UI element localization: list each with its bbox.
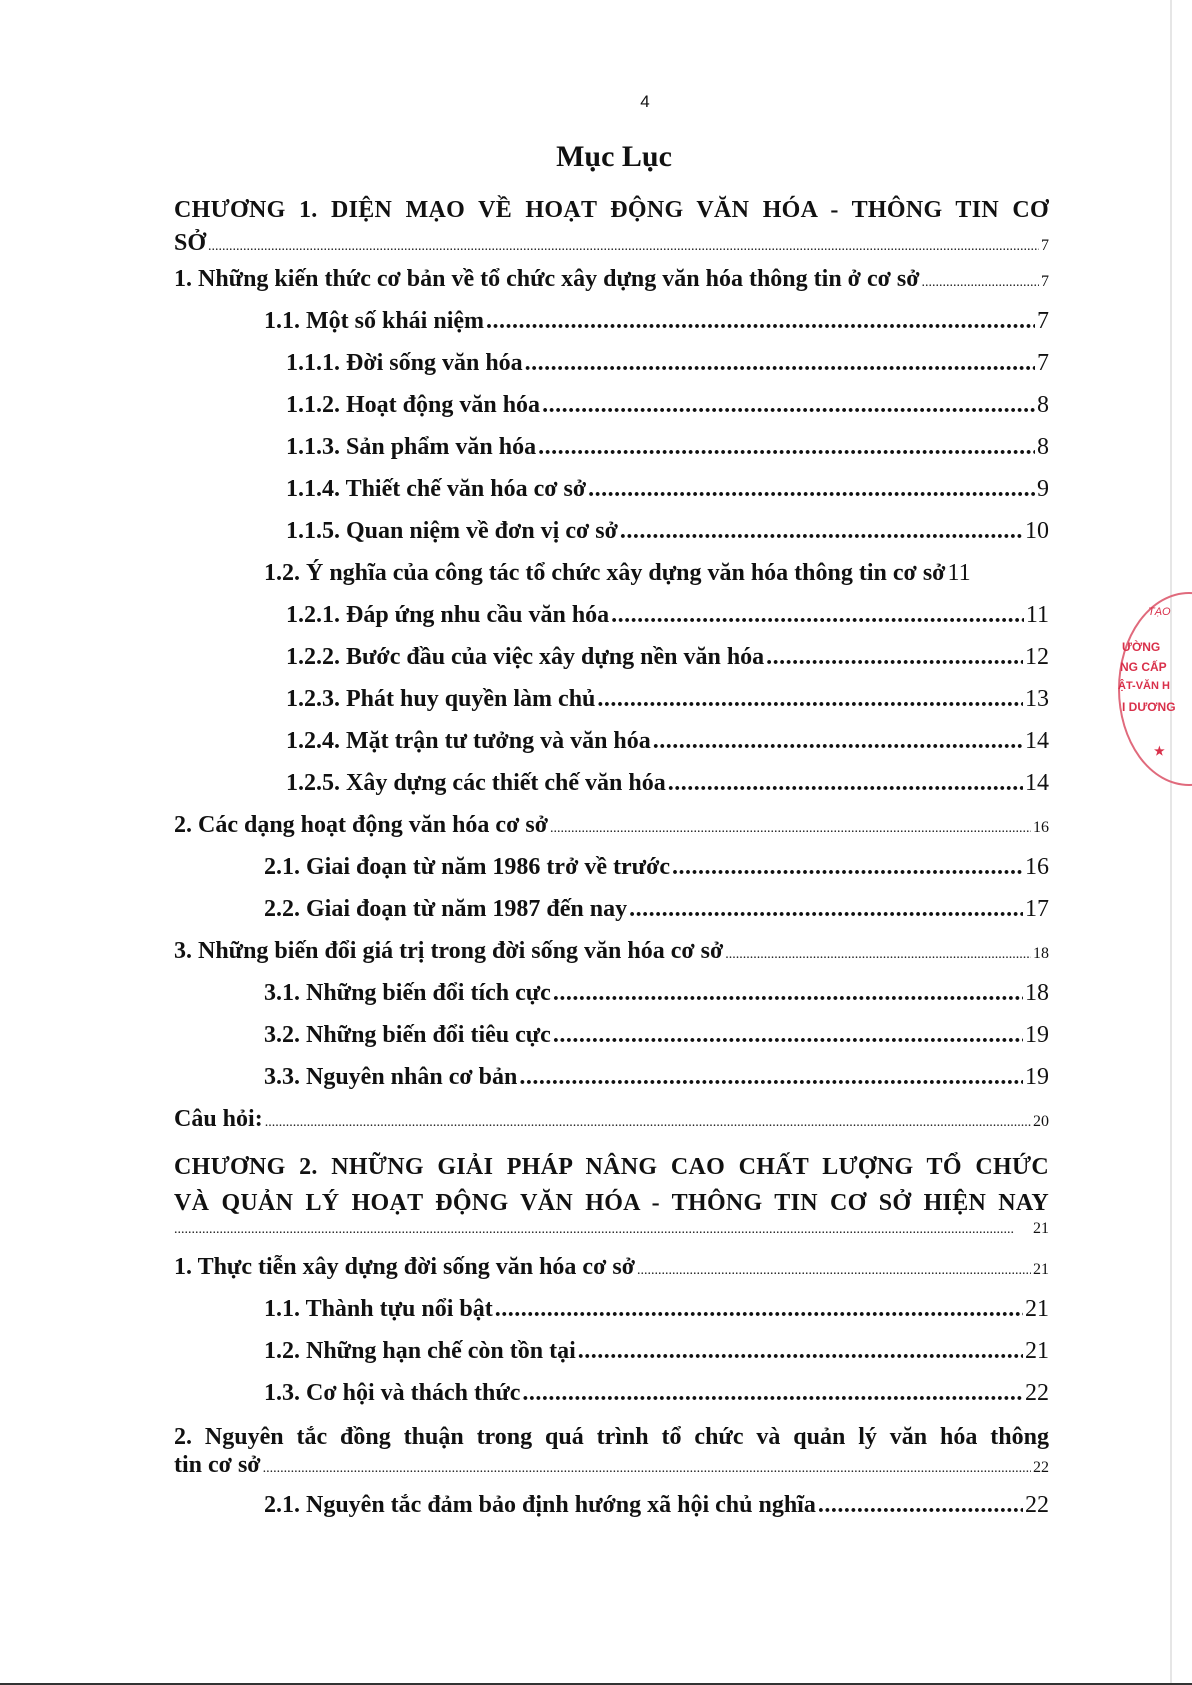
toc-entry-label: 1.2.5. Xây dựng các thiết chế văn hóa bbox=[286, 770, 666, 796]
toc-entry bbox=[174, 518, 1049, 560]
page-number: 4 bbox=[640, 92, 650, 111]
toc-entry bbox=[174, 560, 1049, 602]
toc-page-number: 7 bbox=[1037, 350, 1049, 376]
toc-entry-label: 1. Thực tiễn xây dựng đời sống văn hóa cơ sở bbox=[174, 1254, 635, 1280]
official-stamp bbox=[1118, 592, 1192, 782]
toc-page-number: 21 bbox=[1025, 1338, 1049, 1364]
toc-entry bbox=[174, 686, 1049, 728]
toc-page-number: 10 bbox=[1025, 518, 1049, 544]
toc-entry bbox=[174, 770, 1049, 812]
toc-entry bbox=[174, 1022, 1049, 1064]
dot-leader bbox=[263, 1461, 1031, 1477]
toc-entry bbox=[174, 1338, 1049, 1380]
toc-entry bbox=[174, 476, 1049, 518]
toc-entry-label: 1.2. Những hạn chế còn tồn tại bbox=[264, 1338, 576, 1364]
toc-entry-label: 3.1. Những biến đổi tích cực bbox=[264, 980, 551, 1006]
toc-entry-label: 1.2.2. Bước đầu của việc xây dựng nền văn hóa bbox=[286, 644, 765, 670]
dot-leader bbox=[486, 308, 1035, 335]
toc-page-number: 17 bbox=[1025, 896, 1049, 922]
toc-page-number: 22 bbox=[1033, 1459, 1049, 1476]
dot-leader bbox=[174, 1222, 1031, 1238]
toc-page-number: 19 bbox=[1025, 1022, 1049, 1048]
toc-page-number: 11 bbox=[947, 560, 971, 586]
toc-page-number: 14 bbox=[1025, 728, 1049, 754]
toc-entry bbox=[174, 392, 1049, 434]
dot-leader bbox=[668, 770, 1023, 797]
dot-leader bbox=[553, 980, 1023, 1007]
toc-entry bbox=[174, 266, 1049, 308]
toc-page-number: 8 bbox=[1037, 392, 1049, 418]
dot-leader bbox=[629, 896, 1023, 923]
toc-page-number: 12 bbox=[1025, 644, 1049, 670]
dot-leader bbox=[588, 476, 1035, 503]
dot-leader bbox=[538, 434, 1035, 461]
dot-leader bbox=[818, 1492, 1023, 1519]
stamp-text: I DƯƠNG bbox=[1122, 700, 1176, 714]
stamp-text: ẬT-VĂN H bbox=[1118, 680, 1170, 692]
toc-entry-label: SỞ bbox=[174, 230, 207, 256]
toc-entry bbox=[174, 1492, 1049, 1534]
toc-page-number: 13 bbox=[1025, 686, 1049, 712]
toc-chapter-2 bbox=[174, 1148, 1049, 1254]
toc-entry-label: 1.1.5. Quan niệm về đơn vị cơ sở bbox=[286, 518, 618, 544]
toc-entry-label: 3.3. Nguyên nhân cơ bản bbox=[264, 1064, 518, 1090]
page-edge bbox=[1170, 0, 1172, 1685]
dot-leader bbox=[525, 350, 1035, 377]
toc-page-number: 8 bbox=[1037, 434, 1049, 460]
dot-leader bbox=[550, 821, 1031, 837]
toc-entry-label: 1.3. Cơ hội và thách thức bbox=[264, 1380, 521, 1406]
stamp-text: NG CẤP bbox=[1120, 660, 1167, 674]
dot-leader bbox=[208, 239, 1039, 255]
toc-entry-label: 1.1.1. Đời sống văn hóa bbox=[286, 350, 523, 376]
dot-leader bbox=[611, 602, 1024, 629]
toc-entry bbox=[174, 1380, 1049, 1422]
toc-entry-label: 1.1. Thành tựu nổi bật bbox=[264, 1296, 493, 1322]
toc-page-number: 18 bbox=[1025, 980, 1049, 1006]
toc-entry bbox=[174, 1106, 1049, 1148]
toc-entry bbox=[174, 896, 1049, 938]
stamp-text: TẠO bbox=[1148, 606, 1171, 618]
toc-page-number: 14 bbox=[1025, 770, 1049, 796]
toc-entry-label: CHƯƠNG 2. NHỮNG GIẢI PHÁP NÂNG CAO CHẤT LƯỢNG TỔ CHỨC bbox=[174, 1154, 1049, 1180]
toc-page-number: 16 bbox=[1033, 819, 1049, 836]
toc-page-number: 21 bbox=[1033, 1261, 1049, 1278]
toc-entry-label: 1.1.4. Thiết chế văn hóa cơ sở bbox=[286, 476, 587, 502]
dot-leader bbox=[653, 728, 1023, 755]
toc-entry bbox=[174, 728, 1049, 770]
toc-entry bbox=[174, 434, 1049, 476]
toc-entry bbox=[174, 1422, 1049, 1492]
toc-page-number: 19 bbox=[1025, 1064, 1049, 1090]
toc-page-number: 22 bbox=[1025, 1380, 1049, 1406]
toc-page-number: 9 bbox=[1037, 476, 1049, 502]
toc-entry-label: 1.1. Một số khái niệm bbox=[264, 308, 485, 334]
toc-page-number: 21 bbox=[1025, 1296, 1049, 1322]
dot-leader bbox=[495, 1296, 1023, 1323]
toc-entry-label: 1. Những kiến thức cơ bản về tổ chức xây dựng văn hóa thông tin ở cơ sở bbox=[174, 266, 920, 292]
stamp-text: ƯỜNG bbox=[1122, 640, 1161, 654]
toc-entry bbox=[174, 644, 1049, 686]
dot-leader bbox=[922, 275, 1039, 291]
toc-entry bbox=[174, 854, 1049, 896]
dot-leader bbox=[597, 686, 1023, 713]
toc-entry bbox=[174, 602, 1049, 644]
toc-entry bbox=[174, 350, 1049, 392]
dot-leader bbox=[522, 1380, 1023, 1407]
dot-leader bbox=[542, 392, 1035, 419]
toc-entry bbox=[174, 812, 1049, 854]
toc-page-number: 20 bbox=[1033, 1113, 1049, 1130]
toc-entry-label: 3.2. Những biến đổi tiêu cực bbox=[264, 1022, 551, 1048]
toc-entry bbox=[174, 980, 1049, 1022]
toc-entry-label: 1.1.3. Sản phẩm văn hóa bbox=[286, 434, 537, 460]
dot-leader bbox=[672, 854, 1023, 881]
toc-entry bbox=[174, 308, 1049, 350]
dot-leader bbox=[265, 1115, 1031, 1131]
toc-entry-label: 2.2. Giai đoạn từ năm 1987 đến nay bbox=[264, 896, 628, 922]
toc-page-number: 7 bbox=[1041, 273, 1049, 290]
toc-page-number: 21 bbox=[1033, 1220, 1049, 1237]
toc-entry-label: tin cơ sở bbox=[174, 1452, 261, 1478]
toc-entry-label: 3. Những biến đổi giá trị trong đời sống văn hóa cơ sở bbox=[174, 938, 724, 964]
dot-leader bbox=[519, 1064, 1023, 1091]
star-icon: ★ bbox=[1154, 744, 1165, 758]
toc-entry-label: CHƯƠNG 1. DIỆN MẠO VỀ HOẠT ĐỘNG VĂN HÓA - THÔNG TIN CƠ bbox=[174, 197, 1049, 223]
toc-page-number: 7 bbox=[1041, 237, 1049, 254]
toc-entry-label: 2.1. Nguyên tắc đảm bảo định hướng xã hội chủ nghĩa bbox=[264, 1492, 816, 1518]
toc-page-number: 16 bbox=[1025, 854, 1049, 880]
dot-leader bbox=[766, 644, 1023, 671]
toc-entry bbox=[174, 1064, 1049, 1106]
toc-page-number: 7 bbox=[1037, 308, 1049, 334]
toc-entry-label: VÀ QUẢN LÝ HOẠT ĐỘNG VĂN HÓA - THÔNG TIN CƠ SỞ HIỆN NAY bbox=[174, 1190, 1049, 1216]
toc-page-number: 22 bbox=[1025, 1492, 1049, 1518]
toc-entry-label: 1.2.1. Đáp ứng nhu cầu văn hóa bbox=[286, 602, 610, 628]
toc-entry-label: 1.2.3. Phát huy quyền làm chủ bbox=[286, 686, 596, 712]
dot-leader bbox=[620, 518, 1023, 545]
dot-leader bbox=[578, 1338, 1023, 1365]
toc-entry bbox=[174, 1254, 1049, 1296]
dot-leader bbox=[725, 947, 1031, 963]
toc-entry bbox=[174, 938, 1049, 980]
toc-page-number: 11 bbox=[1025, 602, 1049, 628]
toc-page-number: 18 bbox=[1033, 945, 1049, 962]
toc-title: Mục Lục bbox=[556, 140, 672, 173]
toc-chapter-1 bbox=[174, 190, 1049, 266]
toc-entry bbox=[174, 1296, 1049, 1338]
toc-entry-label: 1.2.4. Mặt trận tư tưởng và văn hóa bbox=[286, 728, 651, 754]
toc-entry-label: Câu hỏi: bbox=[174, 1106, 263, 1132]
toc-entry-label: 1.1.2. Hoạt động văn hóa bbox=[286, 392, 541, 418]
toc-entry-label: 2. Nguyên tắc đồng thuận trong quá trình tổ chức và quản lý văn hóa thông bbox=[174, 1424, 1049, 1450]
toc-entry-label: 2.1. Giai đoạn từ năm 1986 trở về trước bbox=[264, 854, 671, 880]
toc-entry-label: 2. Các dạng hoạt động văn hóa cơ sở bbox=[174, 812, 548, 838]
dot-leader bbox=[637, 1263, 1031, 1279]
toc-entry-label: 1.2. Ý nghĩa của công tác tổ chức xây dựng văn hóa thông tin cơ sở bbox=[264, 560, 946, 586]
dot-leader bbox=[553, 1022, 1023, 1049]
table-of-contents bbox=[174, 190, 1049, 1534]
